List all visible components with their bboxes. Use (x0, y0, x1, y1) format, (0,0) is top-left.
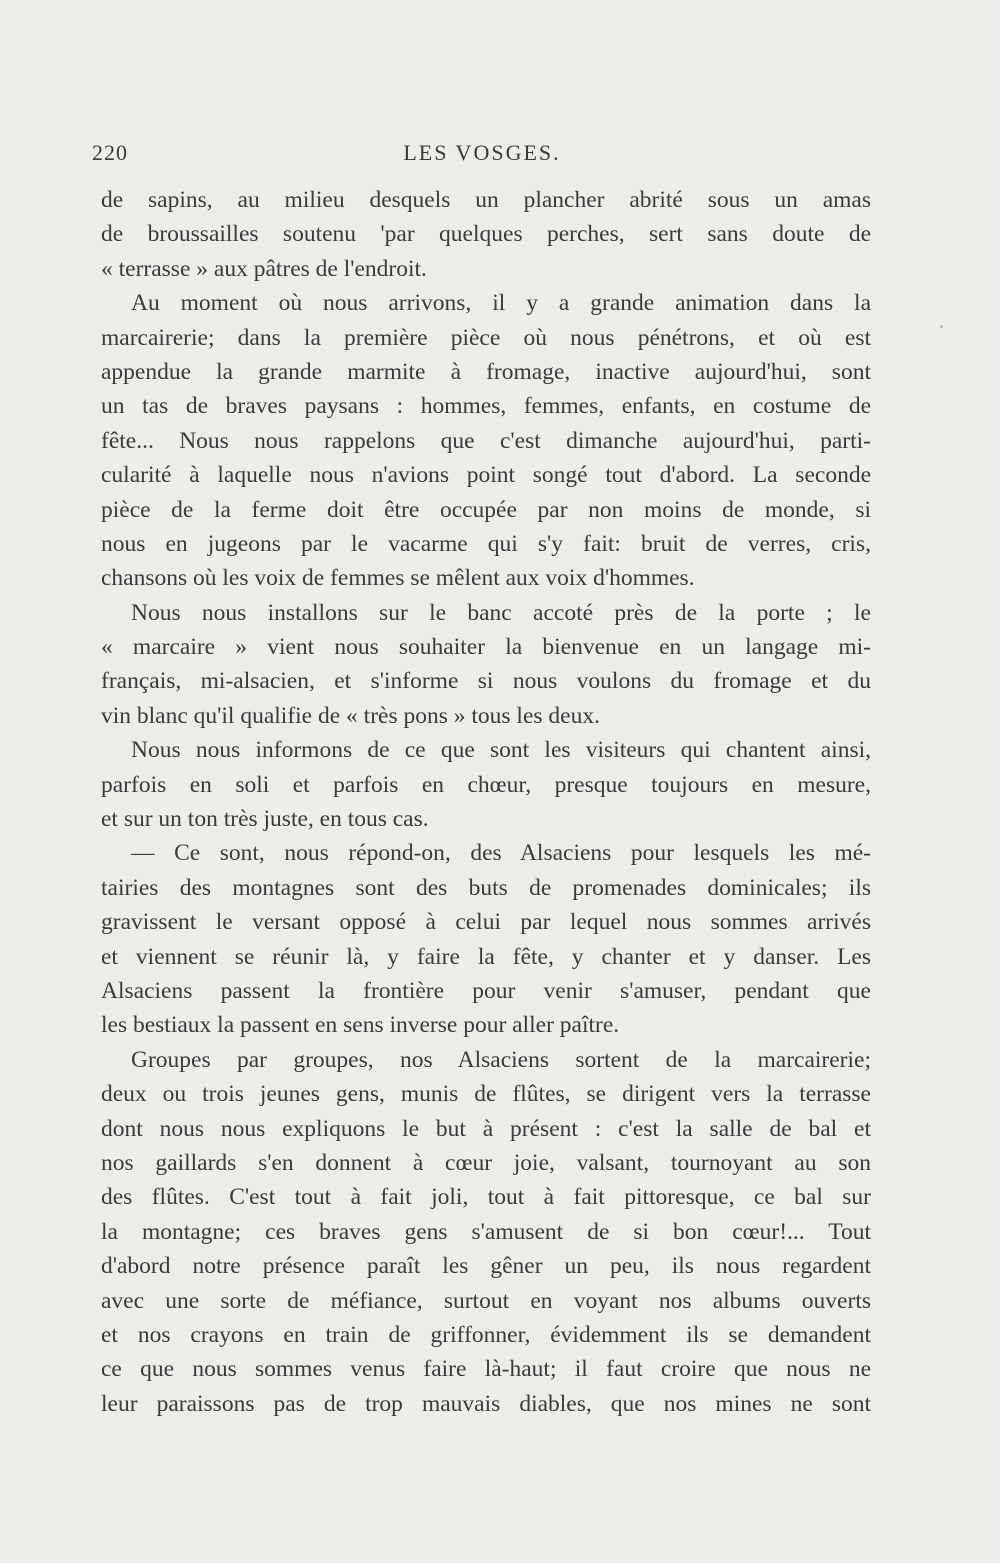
running-title: LES VOSGES. (403, 140, 561, 165)
text-line: et nos crayons en train de griffonner, évidemment ils se demandent (101, 1321, 871, 1348)
text-line: de broussailles soutenu 'par quelques perches, sert sans doute de (101, 221, 871, 248)
text-line: marcairerie; dans la première pièce où nous pénétrons, et où est (101, 324, 871, 351)
text-line: la montagne; ces braves gens s'amusent de si bon cœur!... Tout (101, 1218, 871, 1245)
text-line: les bestiaux la passent en sens inverse pour aller paître. (101, 1012, 620, 1039)
text-line: pièce de la ferme doit être occupée par non moins de monde, si (101, 496, 871, 523)
text-line: de sapins, au milieu desquels un plancher abrité sous un amas (101, 187, 871, 213)
text-line: deux ou trois jeunes gens, munis de flûtes, se dirigent vers la terrasse (101, 1081, 871, 1108)
text-line: Groupes par groupes, nos Alsaciens sortent de la marcairerie; (131, 1046, 871, 1073)
text-line: vin blanc qu'il qualifie de « très pons » tous les deux. (101, 702, 600, 729)
text-line: — Ce sont, nous répond-on, des Alsaciens pour lesquels les mé- (131, 840, 871, 867)
page-header (92, 140, 872, 174)
text-line: Nous nous installons sur le banc accoté près de la porte ; le (131, 599, 871, 626)
page-number: 220 (92, 140, 128, 165)
text-line: avec une sorte de méfiance, surtout en voyant nos albums ouverts (101, 1287, 871, 1314)
text-line: dont nous nous expliquons le but à présent : c'est la salle de bal et (101, 1115, 871, 1142)
text-line: « marcaire » vient nous souhaiter la bienvenue en un langage mi- (101, 634, 871, 661)
text-line: gravissent le versant opposé à celui par lequel nous sommes arrivés (101, 909, 871, 936)
text-line: d'abord notre présence paraît les gêner un peu, ils nous regardent (101, 1253, 871, 1280)
text-line: et sur un ton très juste, en tous cas. (101, 806, 429, 833)
text-line: tairies des montagnes sont des buts de promenades dominicales; ils (101, 874, 871, 901)
paper-speck (940, 325, 943, 328)
text-line: leur paraissons pas de trop mauvais diables, que nos mines ne sont (101, 1390, 871, 1417)
text-line: et viennent se réunir là, y faire la fête, y chanter et y danser. Les (101, 943, 871, 970)
body-text (101, 183, 871, 1421)
text-line: ce que nous sommes venus faire là-haut; il faut croire que nous ne (101, 1356, 871, 1383)
text-line: « terrasse » aux pâtres de l'endroit. (101, 255, 427, 282)
text-line: Au moment où nous arrivons, il y a grande animation dans la (131, 290, 871, 317)
text-line: nos gaillards s'en donnent à cœur joie, valsant, tournoyant au son (101, 1149, 871, 1176)
text-line: fête... Nous nous rappelons que c'est dimanche aujourd'hui, parti- (101, 427, 871, 454)
text-line: des flûtes. C'est tout à fait joli, tout à fait pittoresque, ce bal sur (101, 1184, 871, 1211)
text-line: cularité à laquelle nous n'avions point songé tout d'abord. La seconde (101, 462, 871, 489)
text-line: appendue la grande marmite à fromage, inactive aujourd'hui, sont (101, 358, 871, 385)
text-line: Nous nous informons de ce que sont les visiteurs qui chantent ainsi, (131, 737, 871, 764)
text-line: Alsaciens passent la frontière pour venir s'amuser, pendant que (101, 977, 871, 1004)
text-line: un tas de braves paysans : hommes, femmes, enfants, en costume de (101, 393, 871, 420)
text-line: chansons où les voix de femmes se mêlent aux voix d'hommes. (101, 565, 695, 592)
text-line: parfois en soli et parfois en chœur, presque toujours en mesure, (101, 771, 871, 798)
text-line: français, mi-alsacien, et s'informe si nous voulons du fromage et du (101, 668, 871, 695)
text-line: nous en jugeons par le vacarme qui s'y fait: bruit de verres, cris, (101, 530, 871, 557)
